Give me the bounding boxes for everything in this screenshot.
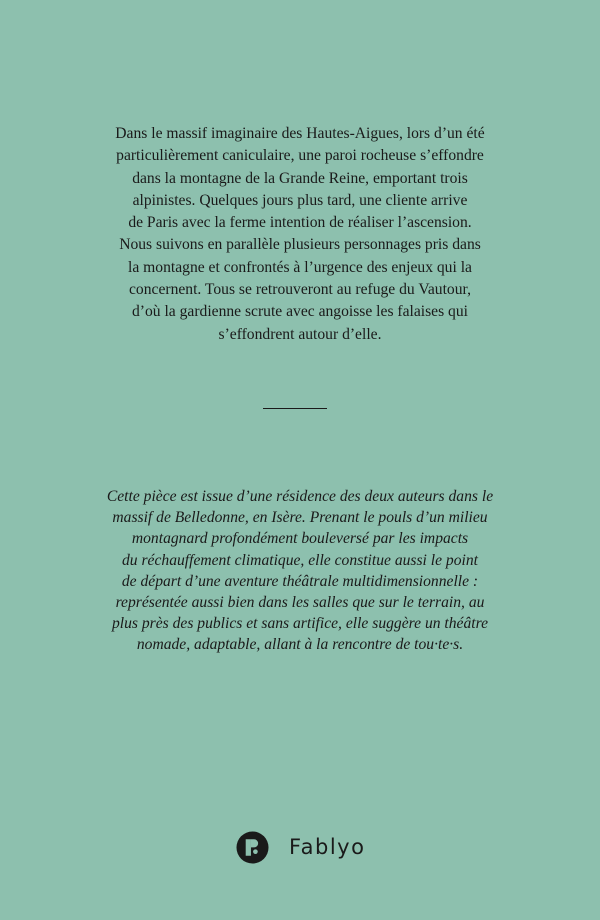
synopsis-line: alpinistes. Quelques jours plus tard, une cliente arrive <box>132 191 468 209</box>
synopsis-line: Dans le massif imaginaire des Hautes-Aigues, lors d’un été <box>115 125 485 142</box>
note-line: Cette pièce est issue d’une résidence des deux auteurs dans le <box>106 488 494 505</box>
synopsis-text <box>90 123 510 346</box>
synopsis-line: dans la montagne de la Grande Reine, emportant trois <box>132 169 468 187</box>
synopsis-line: s’effondrent autour d’elle. <box>218 325 382 343</box>
author-note <box>70 486 530 656</box>
note-line: nomade, adaptable, allant à la rencontre de tou·te·s. <box>136 636 464 654</box>
publisher-mark <box>236 830 365 864</box>
synopsis-line: Nous suivons en parallèle plusieurs personnages pris dans <box>119 236 481 254</box>
synopsis-line: la montagne et confrontés à l’urgence des enjeux qui la <box>128 258 472 276</box>
note-line: du réchauffement climatique, elle constitue aussi le point <box>122 551 478 569</box>
note-line: de départ d’une aventure théâtrale multidimensionnelle : <box>121 572 479 590</box>
synopsis-line: concernent. Tous se retrouveront au refuge du Vautour, <box>129 281 471 299</box>
synopsis-line: de Paris avec la ferme intention de réaliser l’ascension. <box>128 214 472 232</box>
publisher-logo-icon <box>236 831 269 864</box>
publisher-name: Fablyo <box>289 835 366 859</box>
section-divider <box>263 408 327 409</box>
note-line: massif de Belledonne, en Isère. Prenant le pouls d’un milieu <box>112 509 488 527</box>
note-line: plus près des publics et sans artifice, elle suggère un théâtre <box>111 615 489 633</box>
note-line: représentée aussi bien dans les salles que sur le terrain, au <box>115 594 485 612</box>
synopsis-line: d’où la gardienne scrute avec angoisse les falaises qui <box>131 303 468 321</box>
note-line: montagnard profondément bouleversé par les impacts <box>131 530 469 548</box>
synopsis-line: particulièrement caniculaire, une paroi rocheuse s’effondre <box>116 147 484 165</box>
